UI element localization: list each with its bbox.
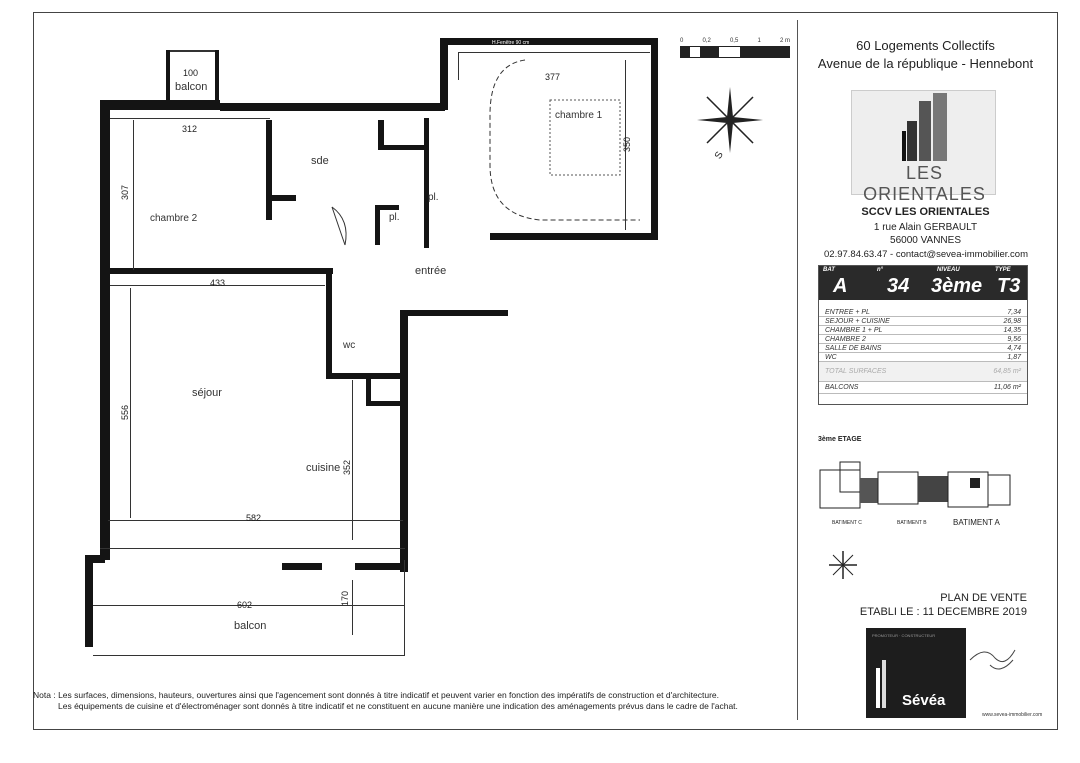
table-row bbox=[819, 326, 1027, 335]
scale-tick: 2 m bbox=[779, 38, 790, 44]
row-value: 14,35 bbox=[1003, 327, 1021, 334]
table-row bbox=[819, 353, 1027, 362]
row-value: 26,98 bbox=[1003, 318, 1021, 325]
inner-line bbox=[100, 548, 405, 549]
room-wc: wc bbox=[343, 340, 356, 351]
table-row bbox=[819, 335, 1027, 344]
developer-city: 56000 VANNES bbox=[890, 235, 961, 246]
wall bbox=[326, 373, 402, 379]
total-row bbox=[819, 362, 1027, 382]
logo-text: LES ORIENTALES bbox=[863, 163, 986, 204]
inner-line bbox=[110, 118, 270, 119]
dim-100: 100 bbox=[183, 68, 199, 78]
sheet-divider bbox=[797, 20, 798, 720]
developer-name: SCCV LES ORIENTALES bbox=[861, 206, 990, 218]
header-niveau: NIVEAU bbox=[937, 267, 960, 273]
wall bbox=[220, 103, 445, 111]
room-chambre2: chambre 2 bbox=[150, 213, 198, 224]
sale-plan-title: PLAN DE VENTE bbox=[940, 592, 1027, 604]
inner-line bbox=[458, 52, 459, 80]
balcony-label: BALCONS bbox=[825, 384, 859, 391]
room-balcon-bottom: balcon bbox=[234, 620, 267, 632]
room-sejour: séjour bbox=[192, 387, 222, 399]
inner-line bbox=[130, 288, 131, 518]
brand-mark-icon bbox=[876, 668, 880, 708]
unit-niveau: 3ème bbox=[931, 275, 983, 297]
scale-tick: 0 bbox=[680, 38, 684, 44]
inner-line bbox=[352, 580, 353, 635]
note-prefix: Nota : bbox=[33, 690, 56, 700]
keyplan-building-c: BATIMENT C bbox=[832, 520, 862, 526]
balcony-row bbox=[819, 382, 1027, 394]
scale-tick: 0,2 bbox=[702, 38, 711, 44]
door-swing bbox=[330, 205, 360, 250]
brand-website: www.sevea-immobilier.com bbox=[982, 712, 1043, 718]
row-value: 7,34 bbox=[1007, 309, 1021, 316]
wall bbox=[355, 563, 405, 570]
compass-rose-icon bbox=[695, 85, 765, 155]
wall bbox=[266, 120, 272, 220]
row-label: WC bbox=[825, 354, 837, 361]
unit-type: T3 bbox=[997, 275, 1021, 297]
scale-tick: 1 bbox=[757, 38, 761, 44]
small-compass-icon bbox=[828, 550, 858, 580]
window-height-note: H.Fenêtre 90 cm bbox=[492, 40, 530, 46]
dim-602: 602 bbox=[237, 600, 253, 610]
room-balcon-top: balcon bbox=[175, 81, 208, 93]
inner-line bbox=[93, 655, 405, 656]
dim-312: 312 bbox=[182, 124, 198, 134]
wall bbox=[651, 38, 658, 240]
project-title: 60 Logements Collectifs bbox=[856, 38, 995, 53]
inner-line bbox=[458, 52, 650, 53]
room-entree: entrée bbox=[415, 265, 447, 277]
compass-label: S bbox=[712, 149, 726, 162]
wall bbox=[424, 118, 429, 248]
wall bbox=[366, 401, 402, 406]
row-label: CHAMBRE 2 bbox=[825, 336, 866, 343]
inner-line bbox=[133, 120, 134, 270]
footer-note bbox=[33, 690, 793, 712]
wall bbox=[100, 100, 110, 560]
wall bbox=[378, 145, 428, 150]
room-sde: sde bbox=[311, 155, 329, 167]
keyplan-building-a: BATIMENT A bbox=[953, 518, 1000, 527]
dim-433: 433 bbox=[210, 278, 226, 288]
note-line2: Les équipements de cuisine et d'électroménager sont donnés à titre indicatif et ne constituent en aucune manière une indication des aménagements prévus dans le cadre de l'achat. bbox=[58, 701, 738, 711]
sale-plan-date: ETABLI LE : 11 DECEMBRE 2019 bbox=[859, 606, 1027, 618]
table-row bbox=[819, 317, 1027, 326]
dim-352: 352 bbox=[342, 459, 352, 475]
row-value: 4,74 bbox=[1007, 345, 1021, 352]
room-pl2: pl. bbox=[389, 212, 400, 223]
developer-street: 1 rue Alain GERBAULT bbox=[873, 222, 978, 233]
wall bbox=[266, 195, 296, 201]
note-line1: Les surfaces, dimensions, hauteurs, ouvertures ainsi que l'agencement sont donnés à titre indicatif et peuvent varier en fonction des impératifs de construction et d'architecture. bbox=[58, 690, 720, 700]
developer-contact: 02.97.84.63.47 - contact@sevea-immobilier.com bbox=[824, 249, 1028, 260]
sevea-logo bbox=[866, 628, 966, 718]
wall bbox=[326, 268, 332, 378]
wall bbox=[100, 100, 220, 110]
keyplan-floor-label: 3ème ETAGE bbox=[818, 436, 862, 443]
wall bbox=[400, 310, 408, 572]
row-value: 9,56 bbox=[1007, 336, 1021, 343]
wall bbox=[400, 310, 508, 316]
inner-line bbox=[404, 560, 405, 656]
total-label: TOTAL SURFACES bbox=[825, 368, 887, 375]
dim-377: 377 bbox=[545, 72, 561, 82]
scale-tick: 0,5 bbox=[729, 38, 739, 44]
row-label: SEJOUR + CUISINE bbox=[825, 318, 890, 325]
row-label: CHAMBRE 1 + PL bbox=[825, 327, 883, 334]
brand-mark-icon bbox=[882, 660, 886, 708]
wall bbox=[282, 563, 322, 570]
header-bat: BAT bbox=[823, 267, 835, 273]
wall bbox=[108, 268, 333, 274]
project-address: Avenue de la république - Hennebont bbox=[817, 56, 1034, 71]
unit-bat: A bbox=[833, 275, 848, 297]
room-pl1: pl. bbox=[428, 192, 439, 203]
wall bbox=[440, 38, 658, 45]
balcony-value: 11,06 m² bbox=[993, 384, 1021, 391]
wall bbox=[375, 205, 399, 210]
header-type: TYPE bbox=[995, 267, 1011, 273]
unit-table-header bbox=[819, 266, 1027, 300]
table-row bbox=[819, 308, 1027, 317]
scale-bar bbox=[680, 38, 790, 58]
wall bbox=[166, 50, 170, 100]
table-row bbox=[819, 344, 1027, 353]
total-value: 64,85 m² bbox=[993, 368, 1021, 375]
keyplan-diagram bbox=[815, 460, 1020, 515]
signature-icon bbox=[965, 640, 1020, 680]
wall bbox=[440, 38, 448, 110]
inner-line bbox=[352, 380, 353, 540]
header-num: n° bbox=[877, 267, 884, 273]
dim-582: 582 bbox=[246, 513, 262, 523]
brand-name: Sévéa bbox=[902, 692, 946, 709]
unit-number: 34 bbox=[887, 275, 910, 297]
row-label: ENTREE + PL bbox=[825, 309, 870, 316]
wall bbox=[375, 205, 380, 245]
wall bbox=[215, 50, 219, 100]
dim-170: 170 bbox=[340, 590, 350, 606]
brand-tagline: PROMOTEUR · CONSTRUCTEUR bbox=[872, 633, 936, 638]
room-chambre1: chambre 1 bbox=[555, 110, 603, 121]
dim-307: 307 bbox=[120, 184, 130, 200]
wall bbox=[85, 555, 93, 647]
balcony-top-rail bbox=[166, 50, 218, 52]
building-logo-icon bbox=[852, 91, 997, 161]
row-value: 1,87 bbox=[1007, 354, 1021, 361]
room-cuisine: cuisine bbox=[306, 462, 341, 474]
dim-556: 556 bbox=[120, 404, 130, 420]
row-label: SALLE DE BAINS bbox=[825, 345, 882, 352]
dim-350: 350 bbox=[622, 136, 632, 152]
keyplan-building-b: BATIMENT B bbox=[897, 520, 927, 526]
unit-table bbox=[818, 265, 1028, 405]
les-orientales-logo bbox=[851, 90, 996, 204]
